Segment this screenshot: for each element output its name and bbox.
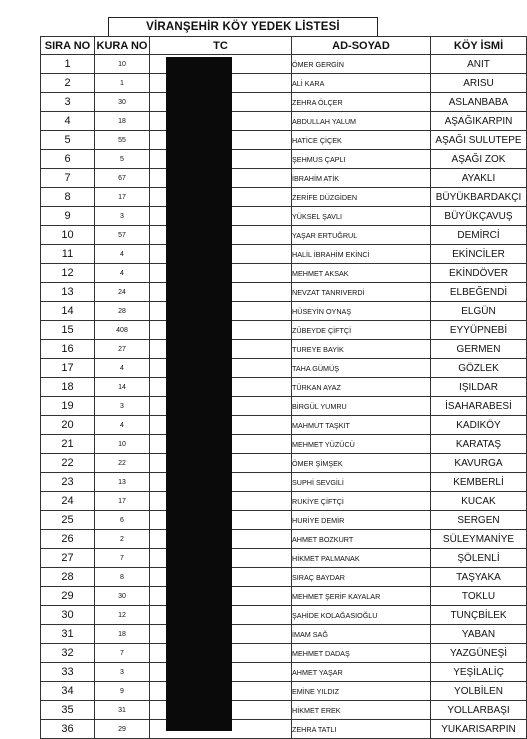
sira-no-cell: 1 — [41, 55, 95, 74]
sira-no-cell: 18 — [41, 378, 95, 397]
table-row — [41, 416, 527, 435]
kura-no-cell: 17 — [95, 492, 150, 511]
koy-ismi-cell: ŞÖLENLİ — [431, 549, 527, 568]
kura-no-cell: 31 — [95, 701, 150, 720]
kura-no-cell: 17 — [95, 188, 150, 207]
sira-no-cell: 30 — [41, 606, 95, 625]
koy-ismi-cell: KARATAŞ — [431, 435, 527, 454]
kura-no-cell: 30 — [95, 587, 150, 606]
table-row — [41, 359, 527, 378]
kura-no-cell: 22 — [95, 454, 150, 473]
sira-no-cell: 24 — [41, 492, 95, 511]
sira-no-cell: 7 — [41, 169, 95, 188]
koy-ismi-cell: ANIT — [431, 55, 527, 74]
sira-no-cell: 12 — [41, 264, 95, 283]
kura-no-cell: 10 — [95, 55, 150, 74]
koy-ismi-cell: IŞILDAR — [431, 378, 527, 397]
koy-ismi-cell: YAZGÜNEŞİ — [431, 644, 527, 663]
ad-soyad-cell: MAHMUT TAŞKIT — [292, 416, 431, 435]
table-row — [41, 663, 527, 682]
table-row — [41, 74, 527, 93]
ad-soyad-cell: MEHMET ŞERİF KAYALAR — [292, 587, 431, 606]
koy-ismi-cell: TUNÇBİLEK — [431, 606, 527, 625]
sira-no-cell: 5 — [41, 131, 95, 150]
koy-ismi-cell: EKİNCİLER — [431, 245, 527, 264]
header-kura-no: KURA NO — [95, 37, 150, 55]
sira-no-cell: 22 — [41, 454, 95, 473]
koy-ismi-cell: İSAHARABESİ — [431, 397, 527, 416]
ad-soyad-cell: SIRAÇ BAYDAR — [292, 568, 431, 587]
koy-ismi-cell: DEMİRCİ — [431, 226, 527, 245]
sira-no-cell: 26 — [41, 530, 95, 549]
table-row — [41, 511, 527, 530]
kura-no-cell: 1 — [95, 74, 150, 93]
koy-ismi-cell: YEŞİLALİÇ — [431, 663, 527, 682]
sira-no-cell: 20 — [41, 416, 95, 435]
kura-no-cell: 408 — [95, 321, 150, 340]
koy-ismi-cell: KUCAK — [431, 492, 527, 511]
ad-soyad-cell: BİRGÜL YUMRU — [292, 397, 431, 416]
koy-ismi-cell: TAŞYAKA — [431, 568, 527, 587]
koy-ismi-cell: YABAN — [431, 625, 527, 644]
sira-no-cell: 13 — [41, 283, 95, 302]
table-row — [41, 302, 527, 321]
sira-no-cell: 8 — [41, 188, 95, 207]
kura-no-cell: 4 — [95, 359, 150, 378]
table-row — [41, 435, 527, 454]
ad-soyad-cell: MEHMET YÜZÜCÜ — [292, 435, 431, 454]
koy-ismi-cell: ARISU — [431, 74, 527, 93]
sira-no-cell: 21 — [41, 435, 95, 454]
table-row — [41, 473, 527, 492]
ad-soyad-cell: İMAM SAĞ — [292, 625, 431, 644]
ad-soyad-cell: ÖMER ŞİMŞEK — [292, 454, 431, 473]
kura-no-cell: 4 — [95, 264, 150, 283]
sira-no-cell: 31 — [41, 625, 95, 644]
sira-no-cell: 36 — [41, 720, 95, 739]
sira-no-cell: 32 — [41, 644, 95, 663]
kura-no-cell: 9 — [95, 682, 150, 701]
ad-soyad-cell: YÜKSEL ŞAVLI — [292, 207, 431, 226]
kura-no-cell: 8 — [95, 568, 150, 587]
koy-ismi-cell: KAVURGA — [431, 454, 527, 473]
kura-no-cell: 55 — [95, 131, 150, 150]
table-row — [41, 207, 527, 226]
sira-no-cell: 14 — [41, 302, 95, 321]
table-row — [41, 720, 527, 739]
koy-ismi-cell: EYYÜPNEBİ — [431, 321, 527, 340]
koy-ismi-cell: ELGÜN — [431, 302, 527, 321]
ad-soyad-cell: HALİL İBRAHİM EKİNCİ — [292, 245, 431, 264]
table-row — [41, 644, 527, 663]
table-row — [41, 131, 527, 150]
koy-ismi-cell: SÜLEYMANİYE — [431, 530, 527, 549]
table-row — [41, 625, 527, 644]
ad-soyad-cell: ZEHRA TATLI — [292, 720, 431, 739]
koy-ismi-cell: BÜYÜKBARDAKÇI — [431, 188, 527, 207]
table-row — [41, 454, 527, 473]
kura-no-cell: 14 — [95, 378, 150, 397]
table-row — [41, 378, 527, 397]
ad-soyad-cell: TUREYE BAYİK — [292, 340, 431, 359]
sira-no-cell: 33 — [41, 663, 95, 682]
koy-ismi-cell: SERGEN — [431, 511, 527, 530]
sira-no-cell: 28 — [41, 568, 95, 587]
table-row — [41, 93, 527, 112]
ad-soyad-cell: ALİ KARA — [292, 74, 431, 93]
header-row — [41, 37, 527, 55]
header-sira-no: SIRA NO — [41, 37, 95, 55]
koy-ismi-cell: YOLLARBAŞI — [431, 701, 527, 720]
table-row — [41, 568, 527, 587]
koy-ismi-cell: KADIKÖY — [431, 416, 527, 435]
kura-no-cell: 13 — [95, 473, 150, 492]
koy-ismi-cell: ELBEĞENDİ — [431, 283, 527, 302]
kura-no-cell: 27 — [95, 340, 150, 359]
sira-no-cell: 3 — [41, 93, 95, 112]
kura-no-cell: 67 — [95, 169, 150, 188]
sira-no-cell: 19 — [41, 397, 95, 416]
table-row — [41, 340, 527, 359]
sira-no-cell: 29 — [41, 587, 95, 606]
kura-no-cell: 57 — [95, 226, 150, 245]
ad-soyad-cell: SUPHİ SEVGİLİ — [292, 473, 431, 492]
table-row — [41, 283, 527, 302]
ad-soyad-cell: ÖMER GERGİN — [292, 55, 431, 74]
ad-soyad-cell: HİKMET PALMANAK — [292, 549, 431, 568]
kura-no-cell: 29 — [95, 720, 150, 739]
koy-ismi-cell: BÜYÜKÇAVUŞ — [431, 207, 527, 226]
kura-no-cell: 7 — [95, 644, 150, 663]
sira-no-cell: 6 — [41, 150, 95, 169]
table-row — [41, 397, 527, 416]
kura-no-cell: 4 — [95, 245, 150, 264]
header-koy-ismi: KÖY İSMİ — [431, 37, 527, 55]
table-row — [41, 682, 527, 701]
koy-ismi-cell: AŞAĞI SULUTEPE — [431, 131, 527, 150]
koy-ismi-cell: KEMBERLİ — [431, 473, 527, 492]
ad-soyad-cell: ABDULLAH YALUM — [292, 112, 431, 131]
koy-ismi-cell: GERMEN — [431, 340, 527, 359]
ad-soyad-cell: YAŞAR ERTUĞRUL — [292, 226, 431, 245]
table-row — [41, 587, 527, 606]
ad-soyad-cell: ZEHRA ÖLÇER — [292, 93, 431, 112]
table-row — [41, 245, 527, 264]
kura-no-cell: 12 — [95, 606, 150, 625]
ad-soyad-cell: AHMET YAŞAR — [292, 663, 431, 682]
koy-ismi-cell: EKİNDÖVER — [431, 264, 527, 283]
sira-no-cell: 23 — [41, 473, 95, 492]
ad-soyad-cell: RUKİYE ÇİFTÇİ — [292, 492, 431, 511]
sira-no-cell: 17 — [41, 359, 95, 378]
kura-no-cell: 28 — [95, 302, 150, 321]
sira-no-cell: 25 — [41, 511, 95, 530]
table-row — [41, 549, 527, 568]
sira-no-cell: 16 — [41, 340, 95, 359]
ad-soyad-cell: TÜRKAN AYAZ — [292, 378, 431, 397]
sira-no-cell: 15 — [41, 321, 95, 340]
header-tc: TC — [150, 37, 292, 55]
table-row — [41, 55, 527, 74]
table-row — [41, 492, 527, 511]
ad-soyad-cell: HİKMET EREK — [292, 701, 431, 720]
kura-no-cell: 5 — [95, 150, 150, 169]
sira-no-cell: 27 — [41, 549, 95, 568]
kura-no-cell: 7 — [95, 549, 150, 568]
reserve-list-table — [40, 36, 527, 739]
document-title: VİRANŞEHİR KÖY YEDEK LİSTESİ — [108, 17, 378, 36]
ad-soyad-cell: ZÜBEYDE ÇİFTÇİ — [292, 321, 431, 340]
kura-no-cell: 30 — [95, 93, 150, 112]
ad-soyad-cell: HÜSEYİN OYNAŞ — [292, 302, 431, 321]
ad-soyad-cell: EMİNE YILDIZ — [292, 682, 431, 701]
kura-no-cell: 2 — [95, 530, 150, 549]
sira-no-cell: 11 — [41, 245, 95, 264]
sira-no-cell: 9 — [41, 207, 95, 226]
sira-no-cell: 10 — [41, 226, 95, 245]
table-row — [41, 264, 527, 283]
koy-ismi-cell: TOKLU — [431, 587, 527, 606]
sira-no-cell: 35 — [41, 701, 95, 720]
table-row — [41, 321, 527, 340]
sira-no-cell: 4 — [41, 112, 95, 131]
ad-soyad-cell: ZERİFE DÜZGİDEN — [292, 188, 431, 207]
kura-no-cell: 3 — [95, 207, 150, 226]
table-row — [41, 150, 527, 169]
koy-ismi-cell: AŞAĞI ZOK — [431, 150, 527, 169]
ad-soyad-cell: MEHMET DADAŞ — [292, 644, 431, 663]
koy-ismi-cell: AYAKLI — [431, 169, 527, 188]
koy-ismi-cell: AŞAĞIKARPIN — [431, 112, 527, 131]
koy-ismi-cell: ASLANBABA — [431, 93, 527, 112]
table-row — [41, 606, 527, 625]
sira-no-cell: 2 — [41, 74, 95, 93]
redaction-bar — [166, 57, 232, 731]
table-row — [41, 530, 527, 549]
table-row — [41, 226, 527, 245]
kura-no-cell: 10 — [95, 435, 150, 454]
koy-ismi-cell: YUKARISARPIN — [431, 720, 527, 739]
sira-no-cell: 34 — [41, 682, 95, 701]
table-row — [41, 112, 527, 131]
ad-soyad-cell: İBRAHİM ATİK — [292, 169, 431, 188]
kura-no-cell: 4 — [95, 416, 150, 435]
ad-soyad-cell: HATİCE ÇİÇEK — [292, 131, 431, 150]
table-row — [41, 701, 527, 720]
ad-soyad-cell: ŞEHMUS ÇAPLI — [292, 150, 431, 169]
ad-soyad-cell: AHMET BOZKURT — [292, 530, 431, 549]
kura-no-cell: 18 — [95, 625, 150, 644]
koy-ismi-cell: GÖZLEK — [431, 359, 527, 378]
header-ad-soyad: AD-SOYAD — [292, 37, 431, 55]
table-row — [41, 169, 527, 188]
ad-soyad-cell: HURİYE DEMİR — [292, 511, 431, 530]
ad-soyad-cell: TAHA GÜMÜŞ — [292, 359, 431, 378]
kura-no-cell: 6 — [95, 511, 150, 530]
kura-no-cell: 3 — [95, 397, 150, 416]
ad-soyad-cell: NEVZAT TANRIVERDİ — [292, 283, 431, 302]
kura-no-cell: 3 — [95, 663, 150, 682]
kura-no-cell: 18 — [95, 112, 150, 131]
ad-soyad-cell: MEHMET AKSAK — [292, 264, 431, 283]
ad-soyad-cell: ŞAHİDE KOLAĞASIOĞLU — [292, 606, 431, 625]
table-row — [41, 188, 527, 207]
kura-no-cell: 24 — [95, 283, 150, 302]
koy-ismi-cell: YOLBİLEN — [431, 682, 527, 701]
